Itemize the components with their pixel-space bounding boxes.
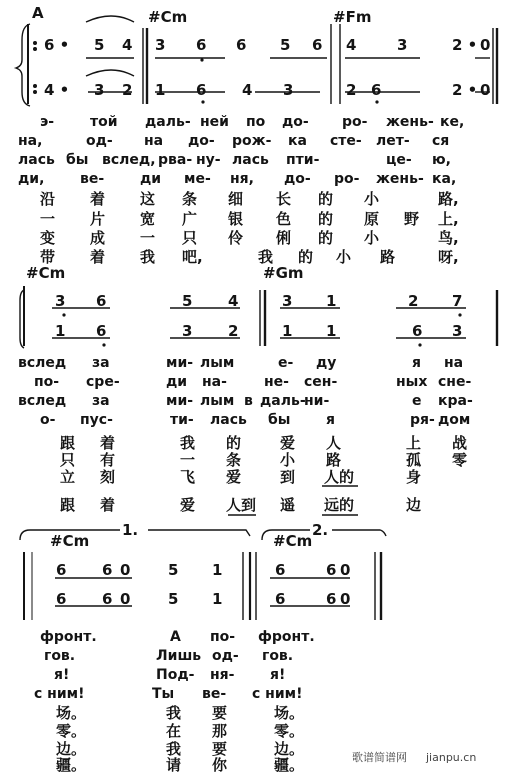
lyric-syllable: 人 bbox=[326, 434, 342, 452]
lyric-syllable: 零。 bbox=[56, 722, 87, 740]
lyric-syllable: на- bbox=[202, 374, 227, 390]
note: 3 bbox=[283, 81, 294, 99]
lyric-syllable: 成 bbox=[90, 229, 106, 247]
lyric-syllable: пти- bbox=[286, 152, 320, 168]
lyric-syllable: в bbox=[244, 393, 253, 409]
lyric-syllable: вслед, bbox=[102, 152, 156, 168]
lyric-syllable: 一 bbox=[40, 210, 56, 228]
lyric-syllable: на, bbox=[18, 133, 43, 149]
note: 0 bbox=[340, 561, 351, 579]
lyric-syllable: 你 bbox=[212, 756, 228, 774]
lyric-syllable: сне- bbox=[438, 374, 472, 390]
lyric-syllable: гов. bbox=[44, 648, 76, 664]
lyric-syllable: 的 bbox=[226, 434, 242, 452]
lyric-syllable: 爱 bbox=[226, 468, 242, 486]
lyric-syllable: 着 bbox=[90, 248, 106, 266]
lyric-syllable: я bbox=[412, 355, 421, 371]
note: 5 bbox=[182, 292, 193, 310]
lyric-syllable: 我 bbox=[180, 434, 196, 452]
lyric-syllable: той bbox=[90, 114, 118, 130]
lyric-syllable: по bbox=[246, 114, 266, 130]
note: 3 bbox=[452, 322, 463, 340]
lyric-syllable: 带 bbox=[40, 248, 56, 266]
note: 6 bbox=[275, 561, 286, 579]
lyric-syllable: 沿 bbox=[40, 190, 56, 208]
lyric-syllable: 广 bbox=[182, 210, 198, 228]
note: 2 • bbox=[452, 81, 478, 99]
note: 4 bbox=[228, 292, 239, 310]
lyric-syllable: с ним! bbox=[34, 686, 85, 702]
note: 2 bbox=[346, 81, 357, 99]
lyric-syllable: э- bbox=[40, 114, 55, 130]
note: 6 bbox=[96, 292, 107, 310]
lyric-syllable: ка bbox=[288, 133, 307, 149]
note: 0 bbox=[340, 590, 351, 608]
lyric-syllable: ря- bbox=[410, 412, 435, 428]
lyric-syllable: бы bbox=[268, 412, 291, 428]
lyric-syllable: 吧, bbox=[182, 248, 203, 266]
lyric-syllable: кра- bbox=[438, 393, 473, 409]
watermark-site-name: 歌谱简谱网 bbox=[352, 751, 407, 764]
lyric-syllable: ве- bbox=[202, 686, 227, 702]
note: 2 bbox=[228, 322, 239, 340]
lyric-syllable: 疆。 bbox=[56, 756, 87, 774]
watermark-url: jianpu.cn bbox=[426, 751, 477, 764]
lyric-syllable: до- bbox=[188, 133, 215, 149]
note: 6 bbox=[102, 590, 113, 608]
lyric-syllable: 宽 bbox=[140, 210, 156, 228]
lyric-syllable: 长 bbox=[276, 190, 292, 208]
note: 1 bbox=[212, 561, 223, 579]
lyric-syllable: ти- bbox=[170, 412, 194, 428]
note: 3 bbox=[94, 81, 105, 99]
lyric-syllable: я bbox=[326, 412, 335, 428]
lyric-syllable: 远的 bbox=[324, 496, 355, 514]
note: 0 bbox=[120, 590, 131, 608]
lyric-syllable: 上 bbox=[406, 434, 422, 452]
lyric-syllable: 条 bbox=[182, 190, 198, 208]
note: 6 • bbox=[44, 36, 70, 54]
note: 3 bbox=[282, 292, 293, 310]
key-signature: A bbox=[32, 4, 44, 22]
lyric-syllable: 小 bbox=[364, 190, 380, 208]
lyric-syllable: 场。 bbox=[274, 704, 305, 722]
note: 7 bbox=[452, 292, 463, 310]
lyric-syllable: за bbox=[92, 355, 110, 371]
lyric-syllable: ня, bbox=[230, 171, 254, 187]
note: 0 bbox=[480, 81, 491, 99]
lyric-syllable: 到 bbox=[280, 468, 296, 486]
lyric-syllable: 的 bbox=[318, 210, 334, 228]
note: 5 bbox=[94, 36, 105, 54]
lyric-syllable: 一 bbox=[140, 229, 156, 247]
lyric-syllable: 边。 bbox=[56, 740, 87, 758]
lyric-syllable: ней bbox=[200, 114, 229, 130]
note: 5 bbox=[168, 590, 179, 608]
lyric-syllable: жень- bbox=[376, 171, 424, 187]
lyric-syllable: 路 bbox=[326, 451, 342, 469]
lyric-syllable: за bbox=[92, 393, 110, 409]
lyric-syllable: 的 bbox=[318, 190, 334, 208]
note: 6 bbox=[56, 590, 67, 608]
lyric-syllable: дом bbox=[438, 412, 471, 428]
lyric-syllable: ка, bbox=[432, 171, 457, 187]
lyric-syllable: Лишь bbox=[156, 648, 202, 664]
lyric-syllable: даль- bbox=[145, 114, 191, 130]
note: 3 bbox=[55, 292, 66, 310]
lyric-syllable: 原 bbox=[364, 210, 380, 228]
lyric-syllable: 我 bbox=[258, 248, 274, 266]
lyric-syllable: с ним! bbox=[252, 686, 303, 702]
lyric-syllable: я! bbox=[54, 667, 70, 683]
lyric-syllable: 爱 bbox=[180, 496, 196, 514]
note: 6 bbox=[196, 81, 207, 99]
lyric-syllable: 那 bbox=[212, 722, 228, 740]
lyric-syllable: 色 bbox=[276, 210, 292, 228]
note: 6 bbox=[412, 322, 423, 340]
lyric-syllable: 只 bbox=[60, 451, 76, 469]
volta-2-label: 2. bbox=[312, 521, 329, 539]
lyric-syllable: 我 bbox=[140, 248, 156, 266]
lyric-syllable: лась bbox=[210, 412, 247, 428]
note: 6 bbox=[312, 36, 323, 54]
note: 1 bbox=[282, 322, 293, 340]
note: 6 bbox=[326, 590, 337, 608]
lyric-syllable: жень- bbox=[386, 114, 434, 130]
lyric-syllable: ди bbox=[140, 171, 162, 187]
lyric-syllable: 路, bbox=[438, 190, 459, 208]
lyric-syllable: ня- bbox=[210, 667, 235, 683]
note: 5 bbox=[168, 561, 179, 579]
note: 4 bbox=[346, 36, 357, 54]
lyric-syllable: 在 bbox=[166, 722, 182, 740]
note: 2 bbox=[122, 81, 133, 99]
lyric-syllable: лым bbox=[200, 355, 235, 371]
note: 5 bbox=[280, 36, 291, 54]
lyric-syllable: 着 bbox=[100, 496, 116, 514]
lyric-syllable: сре- bbox=[86, 374, 120, 390]
note: 6 bbox=[371, 81, 382, 99]
chord-symbol: #Cm bbox=[26, 264, 66, 282]
lyric-syllable: лась bbox=[232, 152, 269, 168]
lyric-syllable: ну- bbox=[196, 152, 221, 168]
lyric-syllable: пус- bbox=[80, 412, 113, 428]
lyric-syllable: до- bbox=[284, 171, 311, 187]
lyric-syllable: 的 bbox=[318, 229, 334, 247]
lyric-syllable: 片 bbox=[90, 210, 106, 228]
lyric-syllable: 要 bbox=[212, 740, 228, 758]
note: 1 bbox=[326, 292, 337, 310]
note: 6 bbox=[196, 36, 207, 54]
lyric-syllable: 小 bbox=[336, 248, 352, 266]
lyric-syllable: 边。 bbox=[274, 740, 305, 758]
lyric-syllable: даль- bbox=[260, 393, 306, 409]
lyric-syllable: 战 bbox=[452, 434, 468, 452]
lyric-syllable: 孤 bbox=[406, 451, 422, 469]
lyric-syllable: 零 bbox=[452, 451, 468, 469]
lyric-syllable: 请 bbox=[166, 756, 182, 774]
lyric-syllable: е bbox=[412, 393, 422, 409]
chord-symbol: #Cm bbox=[273, 532, 313, 550]
lyric-syllable: сте- bbox=[330, 133, 362, 149]
lyric-syllable: гов. bbox=[262, 648, 294, 664]
lyric-syllable: це- bbox=[386, 152, 412, 168]
lyric-syllable: Ты bbox=[152, 686, 175, 702]
lyric-syllable: рва- bbox=[158, 152, 193, 168]
lyric-syllable: 小 bbox=[364, 229, 380, 247]
note: 1 bbox=[212, 590, 223, 608]
lyric-syllable: на bbox=[144, 133, 164, 149]
note: 3 bbox=[182, 322, 193, 340]
lyric-syllable: 立 bbox=[60, 468, 76, 486]
lyric-syllable: 我 bbox=[166, 704, 182, 722]
lyric-syllable: 上, bbox=[438, 210, 459, 228]
lyric-syllable: 边 bbox=[406, 496, 422, 514]
lyric-syllable: 爱 bbox=[280, 434, 296, 452]
lyric-syllable: 伶 bbox=[228, 229, 244, 247]
lyric-syllable: 着 bbox=[100, 434, 116, 452]
lyric-syllable: 人到 bbox=[226, 496, 257, 514]
lyric-syllable: 疆。 bbox=[274, 756, 305, 774]
lyric-syllable: по- bbox=[210, 629, 236, 645]
lyric-syllable: од- bbox=[212, 648, 239, 664]
note: 0 bbox=[480, 36, 491, 54]
lyric-syllable: ро- bbox=[334, 171, 360, 187]
lyric-syllable: ных bbox=[396, 374, 428, 390]
note: 6 bbox=[56, 561, 67, 579]
note: 4 • bbox=[44, 81, 70, 99]
lyric-syllable: 鸟, bbox=[438, 229, 459, 247]
lyric-syllable: на bbox=[444, 355, 464, 371]
note: 6 bbox=[102, 561, 113, 579]
lyric-syllable: 有 bbox=[100, 451, 116, 469]
lyric-syllable: 小 bbox=[280, 451, 296, 469]
lyric-syllable: ми- bbox=[166, 355, 194, 371]
lyric-syllable: 零。 bbox=[274, 722, 305, 740]
lyric-syllable: ду bbox=[316, 355, 337, 371]
lyric-syllable: 着 bbox=[90, 190, 106, 208]
lyric-syllable: сен- bbox=[304, 374, 338, 390]
lyric-syllable: о- bbox=[40, 412, 56, 428]
lyric-syllable: 飞 bbox=[180, 468, 196, 486]
lyric-syllable: 俐 bbox=[276, 229, 292, 247]
lyric-syllable: вслед bbox=[18, 355, 67, 371]
lyric-syllable: не- bbox=[264, 374, 289, 390]
lyric-syllable: од- bbox=[86, 133, 113, 149]
lyric-syllable: по- bbox=[34, 374, 60, 390]
lyric-syllable: 要 bbox=[212, 704, 228, 722]
lyric-syllable: бы bbox=[66, 152, 89, 168]
lyric-syllable: рож- bbox=[232, 133, 272, 149]
lyric-syllable: я! bbox=[270, 667, 286, 683]
lyric-syllable: 只 bbox=[182, 229, 198, 247]
lyric-syllable: 路 bbox=[380, 248, 396, 266]
lyric-syllable: 条 bbox=[226, 451, 242, 469]
lyric-syllable: 一 bbox=[180, 451, 196, 469]
note: 1 bbox=[55, 322, 66, 340]
lyric-syllable: 我 bbox=[166, 740, 182, 758]
lyric-syllable: 跟 bbox=[60, 434, 76, 452]
lyric-syllable: А bbox=[170, 629, 181, 645]
volta-1-label: 1. bbox=[122, 521, 139, 539]
note: 2 • bbox=[452, 36, 478, 54]
chord-symbol: #Gm bbox=[263, 264, 304, 282]
note: 3 bbox=[155, 36, 166, 54]
note: 1 bbox=[326, 322, 337, 340]
lyric-syllable: 的 bbox=[298, 248, 314, 266]
lyric-syllable: ми- bbox=[166, 393, 194, 409]
lyric-syllable: 场。 bbox=[56, 704, 87, 722]
lyric-syllable: 细 bbox=[228, 190, 244, 208]
lyric-syllable: 变 bbox=[40, 229, 56, 247]
lyric-syllable: ме- bbox=[184, 171, 211, 187]
note: 1 bbox=[155, 81, 166, 99]
lyric-syllable: ся bbox=[432, 133, 450, 149]
lyric-syllable: ро- bbox=[342, 114, 368, 130]
lyric-syllable: 遥 bbox=[280, 496, 296, 514]
lyric-syllable: вслед bbox=[18, 393, 67, 409]
chord-symbol: #Cm bbox=[50, 532, 90, 550]
lyric-syllable: до- bbox=[282, 114, 309, 130]
lyric-syllable: ю, bbox=[432, 152, 451, 168]
note: 6 bbox=[275, 590, 286, 608]
lyric-syllable: ни- bbox=[304, 393, 330, 409]
lyric-syllable: е- bbox=[278, 355, 294, 371]
note: 3 bbox=[397, 36, 408, 54]
lyric-syllable: Под- bbox=[156, 667, 195, 683]
note: 6 bbox=[326, 561, 337, 579]
lyric-syllable: ве- bbox=[80, 171, 105, 187]
lyric-syllable: ке, bbox=[440, 114, 465, 130]
lyric-syllable: 这 bbox=[140, 190, 156, 208]
note: 6 bbox=[236, 36, 247, 54]
lyric-syllable: ди, bbox=[18, 171, 45, 187]
note: 2 bbox=[408, 292, 419, 310]
note: 0 bbox=[120, 561, 131, 579]
lyric-syllable: 银 bbox=[228, 210, 244, 228]
lyric-syllable: лет- bbox=[376, 133, 410, 149]
lyric-syllable: фронт. bbox=[40, 629, 97, 645]
lyric-syllable: лым bbox=[200, 393, 235, 409]
note: 6 bbox=[96, 322, 107, 340]
chord-symbol: #Cm bbox=[148, 8, 188, 26]
lyric-syllable: 跟 bbox=[60, 496, 76, 514]
note: 4 bbox=[242, 81, 253, 99]
chord-symbol: #Fm bbox=[333, 8, 372, 26]
lyric-syllable: фронт. bbox=[258, 629, 315, 645]
lyric-syllable: лась bbox=[18, 152, 55, 168]
lyric-syllable: 呀, bbox=[438, 248, 459, 266]
lyric-syllable: 刻 bbox=[100, 468, 116, 486]
lyric-syllable: ди bbox=[166, 374, 188, 390]
note: 4 bbox=[122, 36, 133, 54]
lyric-syllable: 身 bbox=[406, 468, 422, 486]
lyric-syllable: 人的 bbox=[324, 468, 355, 486]
lyric-syllable: 野 bbox=[404, 210, 420, 228]
